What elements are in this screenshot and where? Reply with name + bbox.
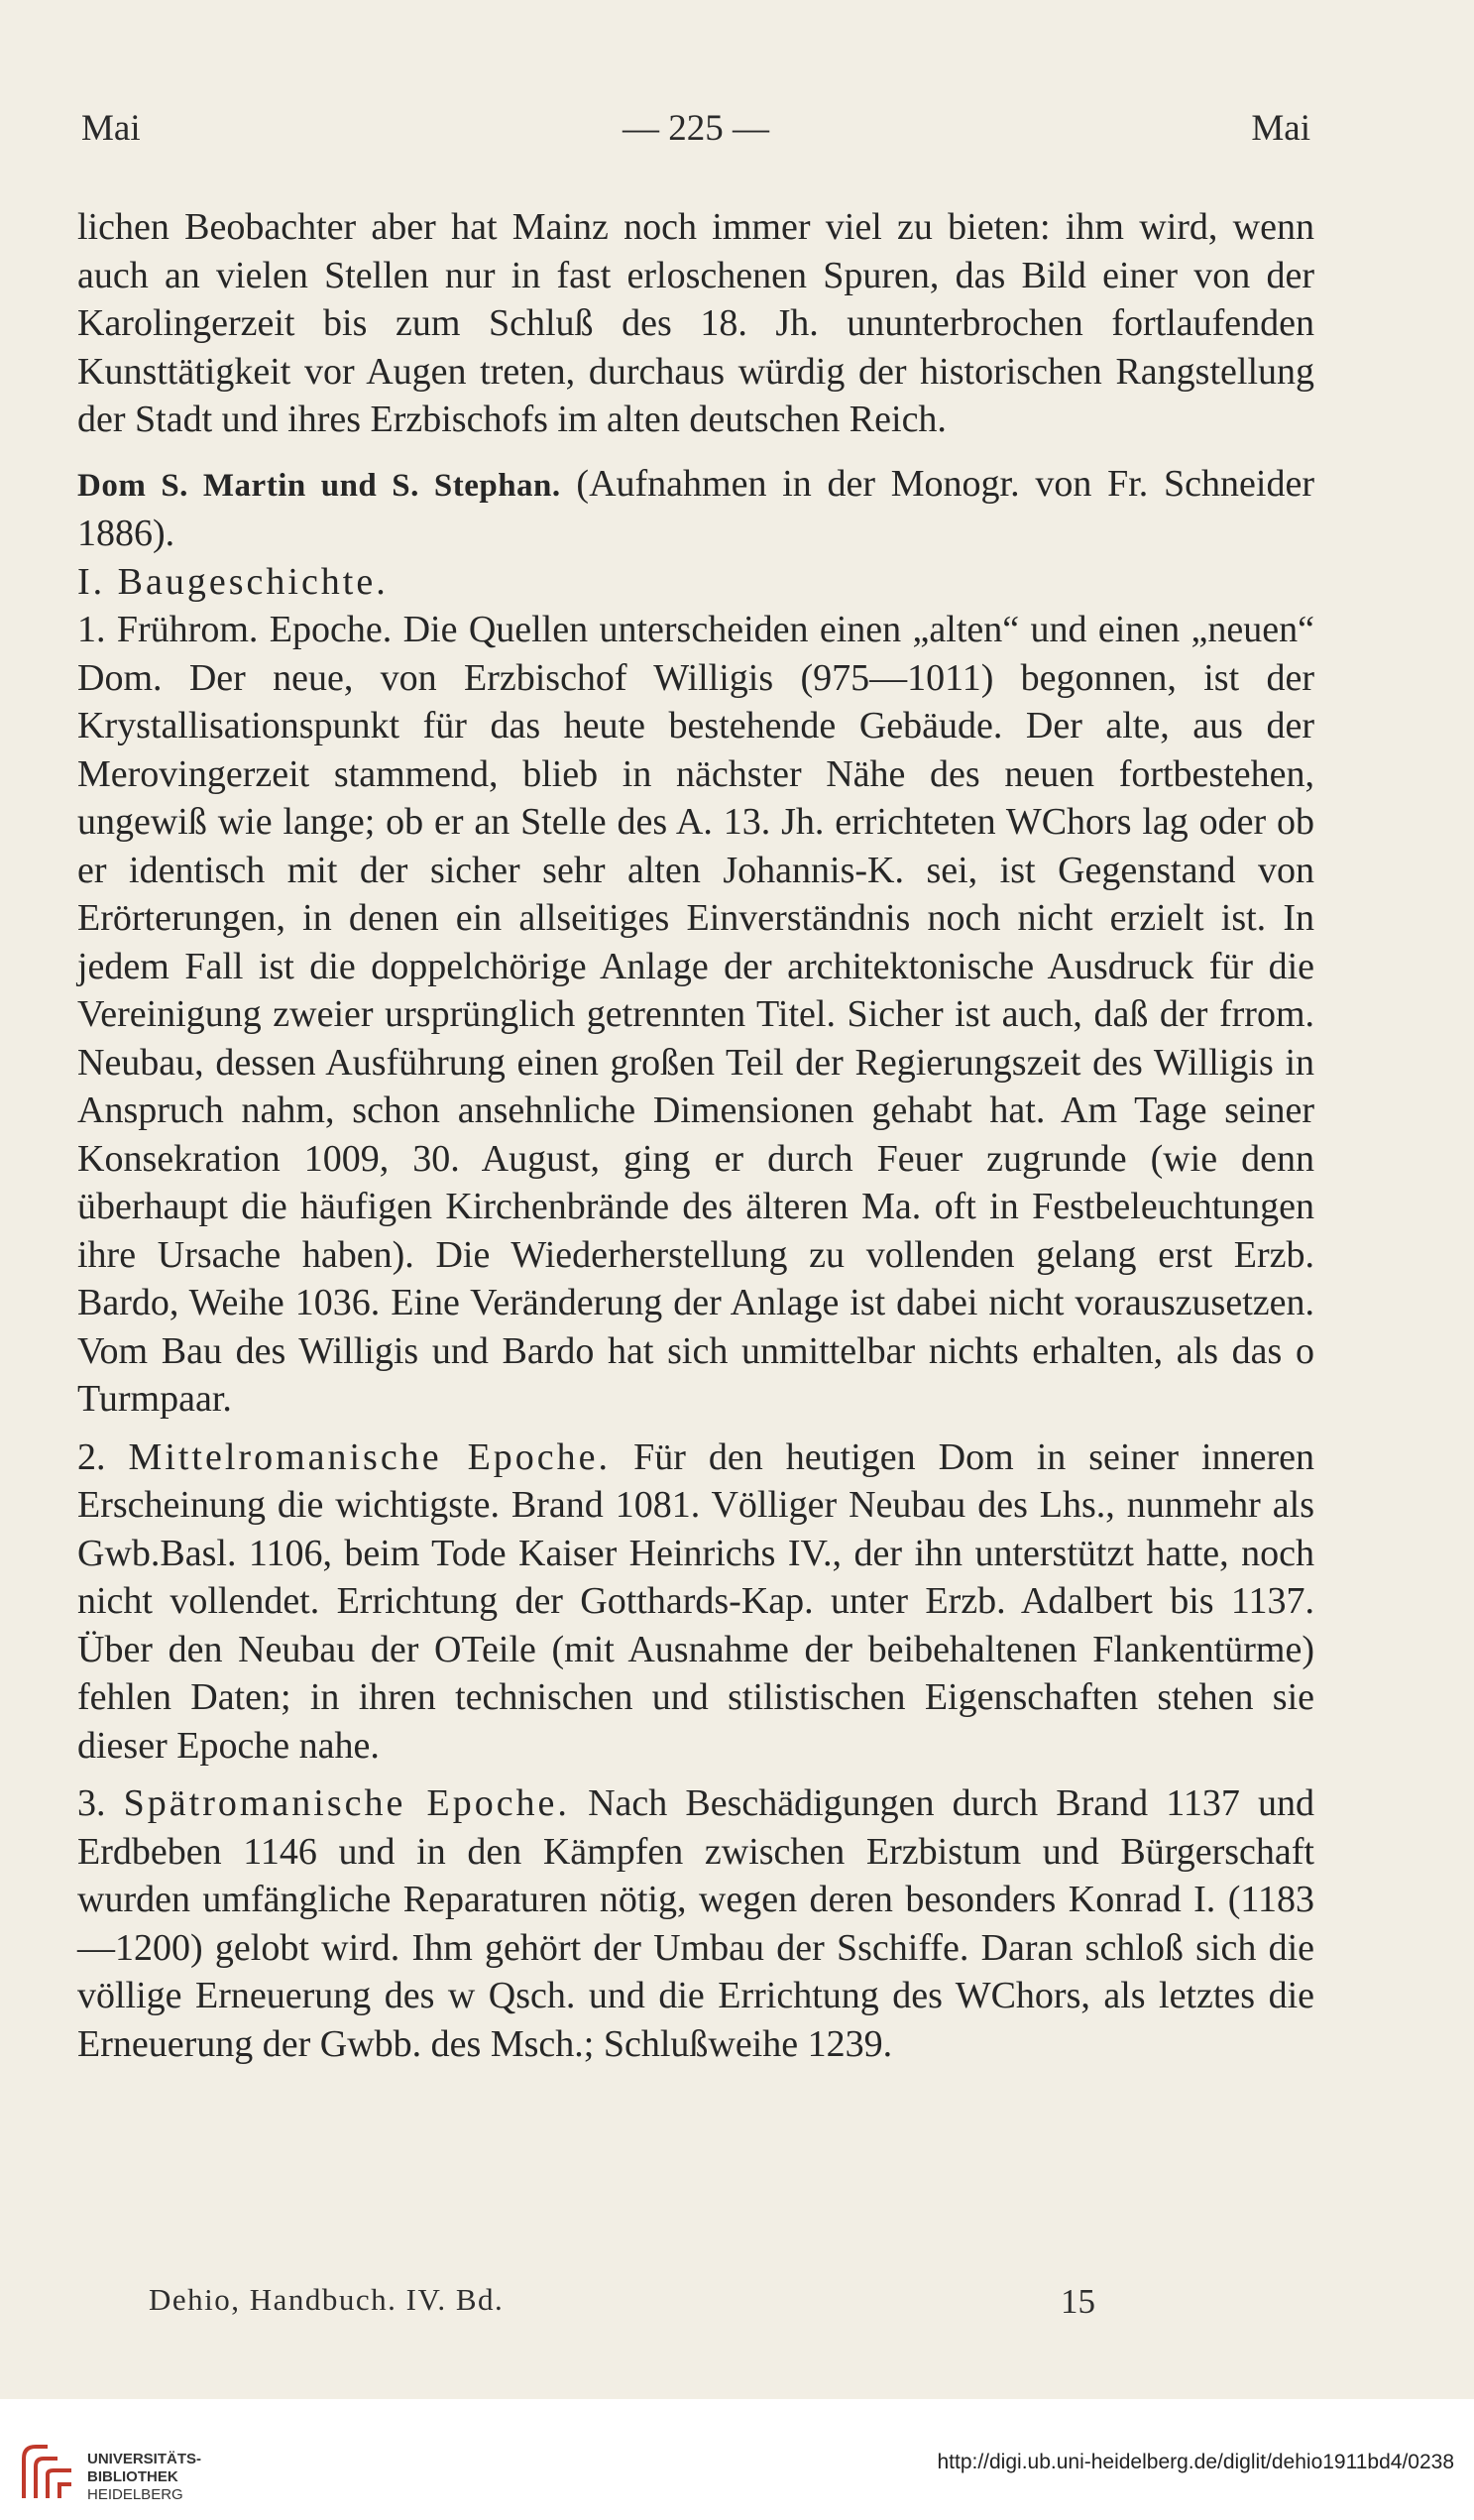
epoch-heading-3: Spätromanische Epoche. xyxy=(123,1782,570,1824)
paragraph-mittelrom xyxy=(77,1433,1314,1771)
library-name-line1: UNIVERSITÄTS- xyxy=(87,2451,202,2467)
permalink-url[interactable]: http://digi.ub.uni-heidelberg.de/diglit/dehio1911bd4/0238 xyxy=(937,2451,1454,2473)
subsection-title: I. Baugeschichte. xyxy=(77,560,389,603)
epoch-text-3: Nach Beschädigungen durch Brand 1137 und Erdbeben 1146 und in den Kämpfen zwischen Erzbistum und Bürgerschaft wurden umfängliche Reparaturen nötig, wegen deren besonders Konrad I. (1183—1200) gelobt wird. Ihm gehört der Umbau der Sschiffe. Daran schloß sich die völlige Erneuerung des w Qsch. und die Errichtung des WChors, als letztes die Erneuerung der Gwbb. des Msch.; Schlußweihe 1239. xyxy=(77,1782,1315,2065)
library-name-line3: HEIDELBERG xyxy=(87,2486,183,2503)
paragraph-dom-heading xyxy=(77,460,1314,558)
footer-source: Dehio, Handbuch. IV. Bd. xyxy=(149,2282,505,2317)
running-header xyxy=(81,107,1310,157)
section-title-note: (Aufnahmen in der Monogr. von Fr. Schneider 1886). xyxy=(77,462,1314,554)
epoch-heading-1: 1. Frührom. Epoche. xyxy=(77,609,393,650)
paragraph-spaetrom xyxy=(77,1779,1314,2068)
epoch-heading-2: Mittelromanische Epoche. xyxy=(128,1435,612,1478)
epoch-number-3: 3. xyxy=(77,1782,124,1824)
paragraph-intro: lichen Beobachter aber hat Mainz noch immer viel zu bieten: ihm wird, wenn auch an vielen Stellen nur in fast erloschenen Spuren, das Bild einer von der Karolingerzeit bis zum Schluß des 18. Jh. ununterbrochen fortlaufenden Kunsttätigkeit vor Augen treten, durchaus würdig der historischen Rangstellung der Stadt und ihres Erzbischofs im alten deutschen Reich. xyxy=(77,206,1314,440)
library-name xyxy=(87,2451,201,2504)
university-library-logo-icon xyxy=(14,2439,81,2508)
epoch-number-2: 2. xyxy=(77,1435,129,1478)
paragraph-baugeschichte xyxy=(77,558,1314,607)
page-number: — 225 — xyxy=(623,108,769,149)
section-title: Dom S. Martin und S. Stephan. xyxy=(77,467,561,504)
library-name-line2: BIBLIOTHEK xyxy=(87,2468,178,2485)
viewer-bottom-bar xyxy=(0,2399,1474,2520)
paragraph-fruehrom xyxy=(77,606,1314,1424)
signature-mark: 15 xyxy=(1061,2282,1095,2321)
header-month-right: Mai xyxy=(1251,108,1310,149)
body-text xyxy=(77,203,1314,2068)
epoch-text-2: Für den heutigen Dom in seiner inneren Erscheinung die wichtigste. Brand 1081. Völliger Neubau des Lhs., nunmehr als Gwb.Basl. 1106, beim Tode Kaiser Heinrichs IV., der ihn unterstützt hatte, noch nicht vollendet. Errichtung der Gotthards-Kap. unter Erzb. Adalbert bis 1137. Über den Neubau der OTeile (mit Ausnahme der beibehaltenen Flankentürme) fehlen Daten; in ihren technischen und stilistischen Eigenschaften stehen sie dieser Epoche nahe. xyxy=(77,1435,1314,1767)
epoch-text-1: Die Quellen unterscheiden einen „alten“ und einen „neuen“ Dom. Der neue, von Erzbischof Willigis (975—1011) begonnen, ist der Krystallisationspunkt für das heute bestehende Gebäude. Der alte, aus der Merovingerzeit stammend, blieb in nächster Nähe des neuen fortbestehen, ungewiß wie lange; ob er an Stelle des A. 13. Jh. errichteten WChors lag oder ob er identisch mit der sicher sehr alten Johannis-K. sei, ist Gegenstand von Erörterungen, in denen ein allseitiges Einverständnis noch nicht erzielt ist. In jedem Fall ist die doppelchörige Anlage der architektonische Ausdruck für die Vereinigung zweier ursprünglich getrennten Titel. Sicher ist auch, daß der frrom. Neubau, dessen Ausführung einen großen Teil der Regierungszeit des Willigis in Anspruch nahm, schon ansehnliche Dimensionen gehabt hat. Am Tage seiner Konsekration 1009, 30. August, ging er durch Feuer zugrunde (wie denn überhaupt die häufigen Kirchenbrände des älteren Ma. oft in Festbeleuchtungen ihre Ursache haben). Die Wiederherstellung zu vollenden gelang erst Erzb. Bardo, Weihe 1036. Eine Veränderung der Anlage ist dabei nicht vorauszusetzen. Vom Bau des Willigis und Bardo hat sich unmittelbar nichts erhalten, als das o Turmpaar. xyxy=(77,609,1314,1420)
header-month-left: Mai xyxy=(81,108,141,149)
